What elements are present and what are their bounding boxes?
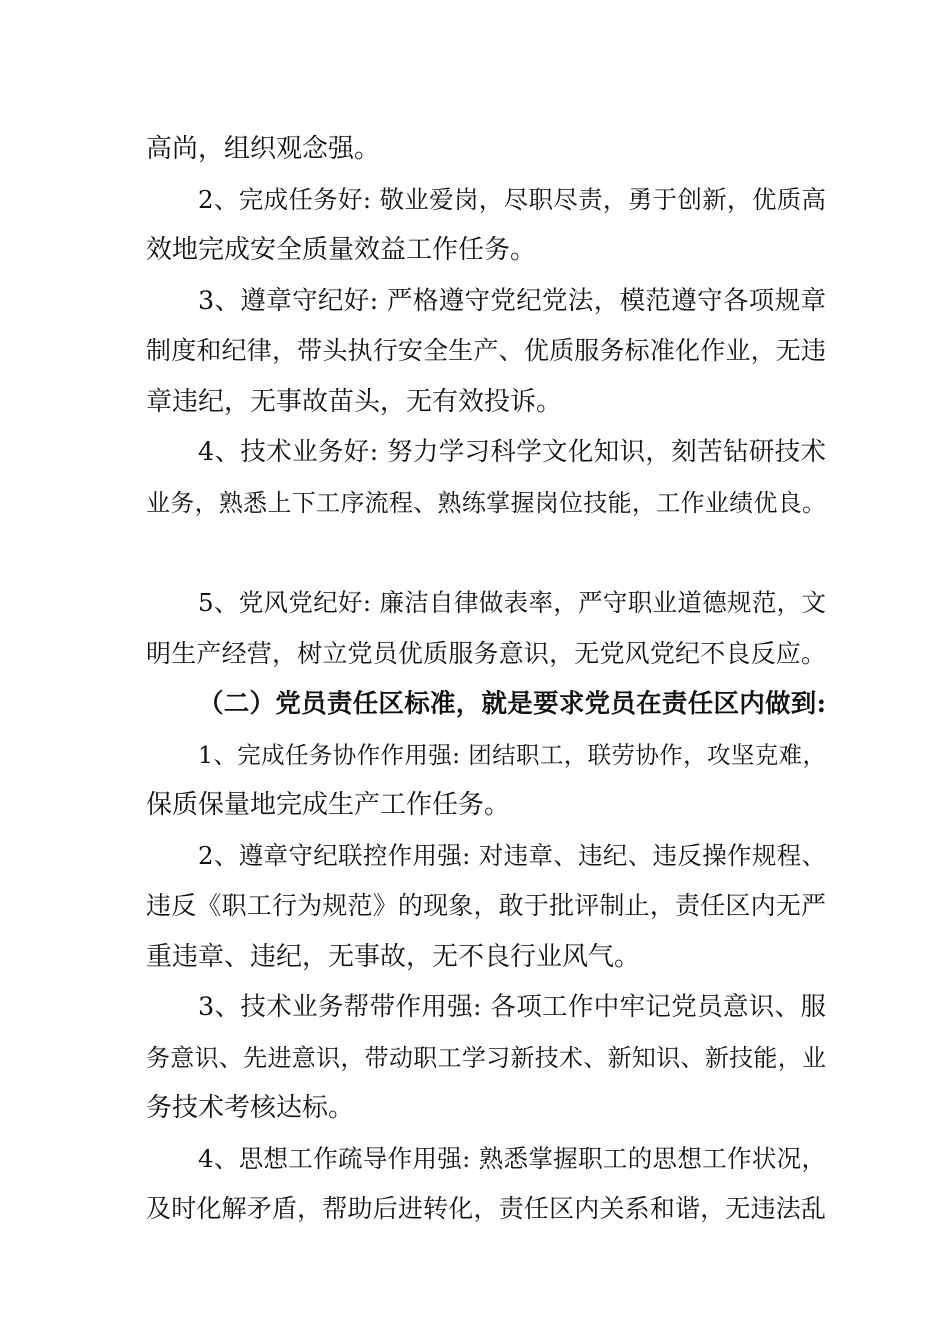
item-line: 5、党风党纪好: 廉洁自律做表率，严守职业道德规范，文	[198, 588, 827, 617]
item-line: 3、技术业务帮带作用强: 各项工作中牢记党员意识、服	[198, 992, 827, 1022]
text-line: 务意识、先进意识，带动职工学习新技术、新知识、新技能，业	[146, 1043, 827, 1072]
text-line: 明生产经营，树立党员优质服务意识，无党风党纪不良反应。	[146, 638, 827, 668]
paragraph-gap	[146, 528, 826, 578]
text-line: 章违纪，无事故苗头，无有效投诉。	[146, 386, 563, 417]
text-line: 高尚，组织观念强。	[146, 134, 381, 164]
item-line: 3、遵章守纪好: 严格遵守党纪党法，模范遵守各项规章	[198, 285, 827, 316]
item-line: 2、完成任务好: 敬业爱岗，尽职尽责，勇于创新，优质高	[198, 184, 827, 214]
item-line: 1、完成任务协作作用强: 团结职工，联劳协作，攻坚克难，	[198, 740, 827, 769]
item-line: 4、思想工作疏导作用强: 熟悉掌握职工的思想工作状况，	[198, 1143, 827, 1173]
text-line: 效地完成安全质量效益工作任务。	[146, 235, 537, 265]
text-line: 保质保量地完成生产工作任务。	[146, 790, 511, 820]
item-line: 4、技术业务好: 努力学习科学文化知识，刻苦钻研技术	[198, 437, 827, 467]
item-line: 2、遵章守纪联控作用强: 对违章、违纪、违反操作规程、	[198, 840, 827, 870]
section-heading: （二）党员责任区标准，就是要求党员在责任区内做到:	[198, 689, 827, 719]
text-line: 违反《职工行为规范》的现象，敢于批评制止，责任区内无严	[146, 891, 827, 920]
text-line: 重违章、违纪，无事故，无不良行业风气。	[146, 941, 641, 972]
document-page	[146, 124, 826, 1235]
text-line: 业务，熟悉上下工序流程、熟练掌握岗位技能，工作业绩优良。	[146, 488, 827, 517]
text-line: 制度和纪律，带头执行安全生产、优质服务标准化作业，无违	[146, 336, 827, 365]
text-line: 务技术考核达标。	[146, 1093, 355, 1123]
text-line: 及时化解矛盾，帮助后进转化，责任区内关系和谐，无违法乱	[146, 1194, 827, 1223]
